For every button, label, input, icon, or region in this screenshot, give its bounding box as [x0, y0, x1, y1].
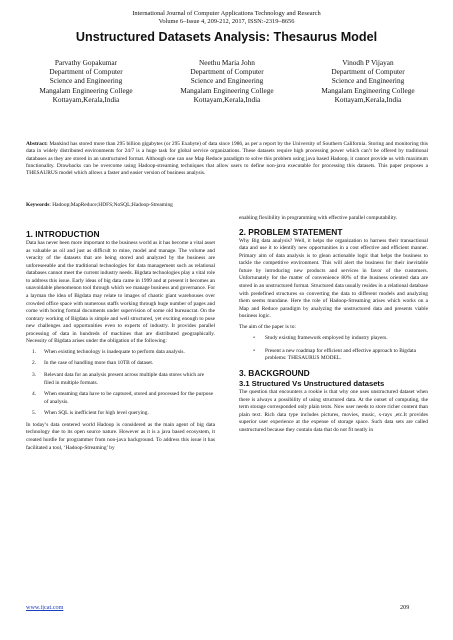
keywords — [26, 202, 428, 209]
section-heading: 1. INTRODUCTION — [26, 229, 100, 239]
paragraph: In today’s data centered world Hadoop is considered as the main agent of big data technology due to its open source nature. However as it is a java based ecosystem, it created hurdle for programmer from non-java background. To address this issue it has facilitated a tool, ‘Hadoop-Streaming’ by — [26, 421, 215, 451]
list-number: 3. — [32, 372, 37, 378]
author-card — [163, 58, 291, 104]
author-dept: Science and Engineering — [331, 76, 405, 86]
list-number: 5. — [32, 410, 37, 417]
list-text: When existing technology is inadequate to perform data analysis. — [44, 348, 185, 355]
abstract — [26, 141, 428, 177]
author-place: Kottayam,Kerala,India — [193, 94, 261, 104]
author-name: Vinodh P Vijayan — [342, 58, 394, 67]
list-text: Present a new roadmap for efficient and effective approach to Bigdata problems: THESAURUS MODEL. — [265, 347, 416, 362]
paragraph: The aim of the paper is to: — [239, 323, 296, 330]
list-item — [26, 372, 215, 387]
list-text: Study existing framework employed by industry players. — [265, 335, 388, 342]
subsection-heading: 3.1 Structured Vs Unstructured datasets — [239, 379, 385, 388]
list-text: When SQL is inefficient for high level querying. — [44, 410, 149, 417]
list-item — [26, 349, 215, 357]
author-dept: Department of Computer — [190, 67, 264, 77]
author-card — [22, 58, 150, 104]
author-dept: Science and Engineering — [190, 76, 264, 86]
list-item — [239, 335, 428, 343]
list-text: When steaming data have to be captured, stored and processed for the purpose of analysis. — [44, 391, 213, 405]
list-item — [26, 391, 215, 406]
paragraph: enabling flexibility in programming with effective parallel computability. — [239, 215, 398, 221]
list-item — [26, 410, 215, 418]
author-place: Kottayam,Kerala,India — [52, 94, 120, 104]
author-dept: Science and Engineering — [49, 76, 123, 86]
bullet-icon: • — [253, 347, 255, 354]
author-place: Kottayam,Kerala,India — [334, 94, 402, 104]
paragraph: Why Big data analysis? Well, it helps the organization to harness their transactional data and use it to identify new opportunities in a cost effective and efficient manner. Primary aim of data analysis is to glean actionable logic that helps the business to tackle the competitive environment. This will alert the business for their inevitable future by introducing new products and services in favor of the customers. Unfortunately for the matter of convenience 80% of the business oriented data are stored in an unstructured format. Structured data usually resides in a relational database with predefined structures so converting the data to different models and analyzing them seems mundane. Here the role of Hadoop-Streaming arises which works on a Map and Reduce paradigm by analyzing the unstructured data and presents viable business logic. — [239, 237, 428, 320]
page-number: 209 — [400, 604, 410, 611]
author-block — [22, 58, 432, 104]
author-card — [304, 58, 432, 104]
keywords-text: : Hadoop;MapReduce;HDFS;NoSQL;Hadoop-Streaming — [49, 202, 173, 208]
section-heading: 3. BACKGROUND — [239, 368, 310, 378]
abstract-label: Abstract: — [26, 141, 48, 147]
abstract-text: Mankind has stored more than 295 billion gigabytes (or 295 Exabyte) of data since 1986, as per a report by the University of Southern California. Storing and monitoring this data in widely distributed environments for 24/7 is a huge task for global service organizations. These datasets require high processing power which can’t be offered by traditional databases as they are stored in an unstructured format. Although one can use Map Reduce paradigm to solve this problem using java based Hadoop, it cannot provide us with maximum functionality. Drawbacks can be overcome using Hadoop-streaming techniques that allow users to define non-java executable for processing this datasets. This paper proposes a THESAURUS model which allows a faster and easier version of business analysis. — [26, 141, 428, 177]
bullet-list — [239, 335, 428, 363]
author-college: Mangalam Engineering College — [321, 85, 415, 95]
list-item — [239, 348, 428, 363]
section-heading: 2. PROBLEM STATEMENT — [239, 226, 343, 237]
author-dept: Department of Computer — [49, 67, 123, 77]
keywords-label: Keywords — [26, 202, 50, 208]
list-text: Relevant data for an analysis present across multiple data stores which are filed in multiple formats. — [44, 372, 205, 386]
author-name: Neethu Maria John — [199, 58, 255, 67]
journal-header-line2: Volume 6–Issue 4, 209-212, 2017, ISSN:-2319–8656 — [158, 18, 295, 25]
right-column — [239, 215, 428, 437]
author-college: Mangalam Engineering College — [39, 85, 133, 95]
journal-website-link[interactable]: www.ijcat.com — [26, 604, 64, 611]
left-column — [26, 215, 215, 455]
author-college: Mangalam Engineering College — [180, 85, 274, 95]
paragraph: Data has never been more important to the business world as it has become a vital asset as valuable as oil and just as difficult to mine, model and manage. The volume and veracity of the datasets that are being stored and analyzed by the business are unforeseeable and the traditional technologies for data management such as relational databases cannot meet the current industry needs. Bigdata technologies play a vital role to address this issue. Early ideas of big data came in 1999 and at present it becomes an unavoidable phenomenon tool through which we manage business and governance. For a layman the idea of Bigdata may relate to images of chaotic giant warehouses over crowded office space with numerous staffs working through huge number of pages and come with boring formal documents under supervision of some old bureaucrat. On the contrary working of Bigdata is simple and well structured, yet exciting enough to pose new challenges and opportunities even to experts of industry. It provides parallel processing of data in hundreds of machines that are distributed geographically. Necessity of Bigdata arises under the obligation of the following: — [26, 240, 215, 345]
paper-title: Unstructured Datasets Analysis: Thesaurus Model — [75, 30, 378, 44]
bullet-icon: • — [253, 335, 255, 342]
list-number: 4. — [32, 391, 37, 398]
list-text: In the case of handling more than 10TB of dataset. — [44, 360, 154, 367]
list-item — [26, 360, 215, 368]
author-name: Parvathy Gopakumar — [54, 58, 118, 67]
list-number: 1. — [32, 348, 37, 355]
list-number: 2. — [32, 360, 37, 367]
author-dept: Department of Computer — [331, 67, 405, 77]
paragraph: The question that encounters a rookie is that why one uses unstructured dataset when there is always a possibility of using structured data. At the outset of computing, the term storage corresponded only plain texts. Now user needs to store richer content than plain text. Rich data type includes pictures, movies, music, x-rays ,etc.It provides superior user experience at the expense of storage space. Such data sets are called unstructured because they contain data that do not fit neatly in — [239, 389, 428, 433]
numbered-list — [26, 349, 215, 418]
journal-header-line1: International Journal of Computer Applications Technology and Research — [132, 10, 321, 17]
